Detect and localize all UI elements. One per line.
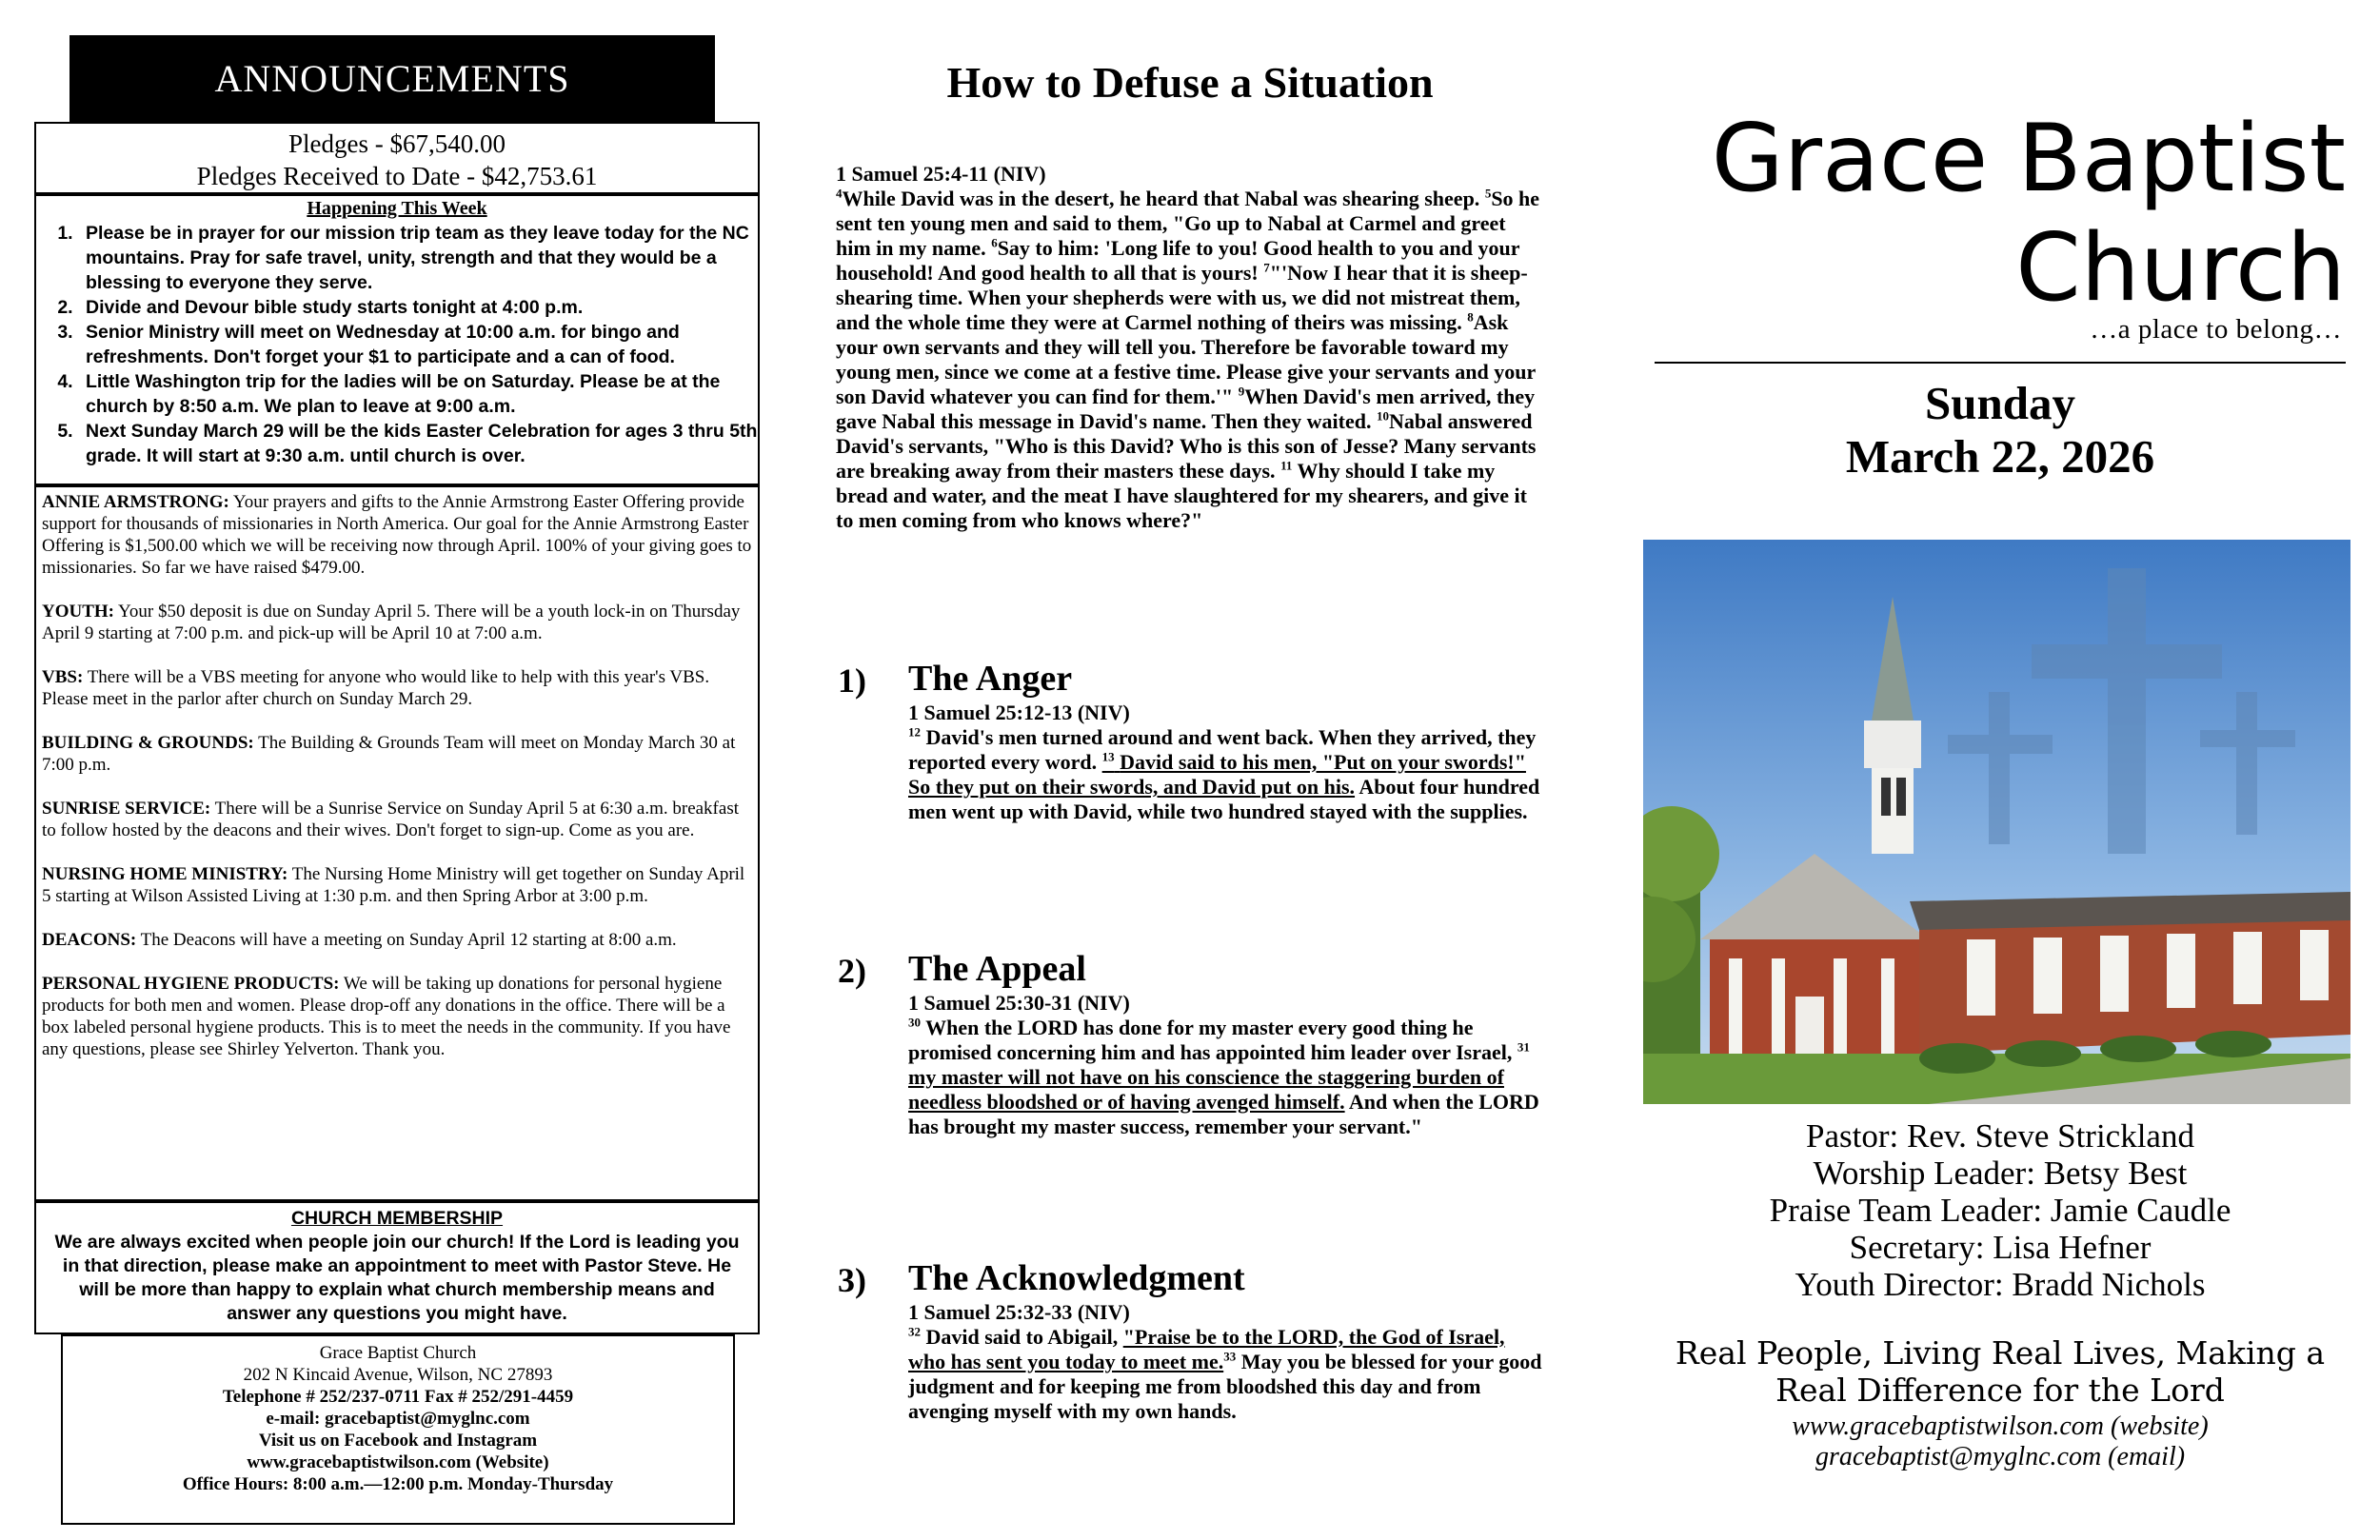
note-vbs: VBS: There will be a VBS meeting for anyone who would like to help with this year's VBS. Please meet in the parlor after church on Sunday March 29.: [42, 667, 710, 709]
note-deacons: DEACONS: The Deacons will have a meeting on Sunday April 12 starting at 8:00 a.m.: [42, 930, 677, 950]
note-annie-armstrong: ANNIE ARMSTRONG: Your prayers and gifts to the Annie Armstrong Easter Offering provide support for thousands of missionaries in North America. Our goal for the Annie Armstrong Easter Offering is $1,500.00 which we will be receiving now through April. 100% of your giving goes to missionaries. So far we have raised $479.00.: [42, 492, 752, 578]
happening-title: Happening This Week: [307, 198, 487, 219]
point-heading: The Acknowledgment: [908, 1258, 1245, 1298]
membership-title: CHURCH MEMBERSHIP: [290, 1208, 504, 1229]
contact-phone: Telephone # 252/237-0711 Fax # 252/291-4459: [222, 1387, 574, 1407]
sermon-point-2: [838, 947, 1547, 1139]
scripture-text: $^4$While David was in the desert, he heard that Nabal was shearing sheep. $^5$So he sent ten young men and said to them, "Go up to Nabal at Carmel and greet him in my name. $^6$Say to him: 'Long life to you! Good health to you and your household! And good health to all that is yours! $^7$"'Now I hear that it is sheep-shearing time. When your shepherds were with us, we did not mistreat them, and the whole time they were at Carmel nothing of theirs was missing. $^8$Ask your own servants and they will tell you. Therefore be favorable toward my young men, since we come at a festive time. Please give your servants and your son David whatever you can find for them.'" $^9$When David's men arrived, they gave Nabal this message in David's name. Then they waited. $^{10}$Nabal answered David's servants, "Who is this David? Who is this son of Jesse? Many servants are breaking away from their masters these days. $^{11}$ Why should I take my bread and water, and the meat I have slaughtered for my shearers, and give it to men coming from who knows where?": [836, 186, 1540, 532]
ministry-notes: [34, 485, 760, 1201]
list-item: 2. Divide and Devour bible study starts tonight at 4:00 p.m.: [78, 295, 758, 320]
note-nursing-home: NURSING HOME MINISTRY: The Nursing Home Ministry will get together on Sunday April 5 starting at Wilson Assisted Living at 1:30 p.m. and then Spring Arbor at 3:00 p.m.: [42, 864, 745, 906]
cover-website: www.gracebaptistwilson.com (website): [1792, 1412, 2209, 1441]
cover-links: [1655, 1412, 2346, 1472]
point-ref: 1 Samuel 25:30-31 (NIV): [908, 991, 1130, 1015]
pledges-box: [34, 122, 760, 194]
happening-this-week: [34, 194, 760, 485]
note-building-grounds: BUILDING & GROUNDS: The Building & Grounds Team will meet on Monday March 30 at 7:00 p.m.: [42, 733, 736, 775]
membership-text: We are always excited when people join our church! If the Lord is leading you in that direction, please make an appointment to meet with Pastor Steve. He will be more than happy to explain what church membership means and answer any questions you might have.: [54, 1232, 740, 1324]
cover-email: gracebaptist@myglnc.com (email): [1815, 1442, 2186, 1471]
contact-email: e-mail: gracebaptist@myglnc.com: [266, 1409, 530, 1429]
church-name: Grace Baptist Church: [1711, 105, 2346, 323]
list-item: 3. Senior Ministry will meet on Wednesday at 10:00 a.m. for bingo and refreshments. Don't forget your $1 to participate and a can of food.: [78, 320, 758, 369]
contact-website: www.gracebaptistwilson.com (Website): [247, 1452, 549, 1472]
point-number: 3): [838, 1261, 866, 1299]
note-youth: YOUTH: Your $50 deposit is due on Sunday April 5. There will be a youth lock-in on Thursday April 9 starting at 7:00 p.m. and pick-up will be April 10 at 7:00 a.m.: [42, 602, 741, 643]
divider: [1655, 362, 2346, 364]
scripture-ref: 1 Samuel 25:4-11 (NIV): [836, 162, 1046, 186]
list-item: 1. Please be in prayer for our mission trip team as they leave today for the NC mountains. Pray for safe travel, unity, strength and that they would be a blessing to everyone they serve.: [78, 221, 758, 295]
staff-praise-team-leader: Praise Team Leader: Jamie Caudle: [1769, 1192, 2231, 1229]
pledges-received: Pledges Received to Date - $42,753.61: [196, 162, 598, 190]
contact-name: Grace Baptist Church: [319, 1343, 477, 1363]
scripture-passage: [836, 162, 1545, 533]
staff-pastor: Pastor: Rev. Steve Strickland: [1806, 1117, 2194, 1155]
staff-worship-leader: Worship Leader: Betsy Best: [1813, 1155, 2188, 1192]
point-number: 2): [838, 952, 866, 990]
note-hygiene-products: PERSONAL HYGIENE PRODUCTS: We will be taking up donations for personal hygiene products for both men and women. Please drop-off any donations in the office. There will be a box labeled personal hygiene products. This is to meet the needs in the community. If you have any questions, please see Shirley Yelverton. Thank you.: [42, 974, 731, 1059]
list-item: 4. Little Washington trip for the ladies will be on Saturday. Please be at the church by 8:50 a.m. We plan to leave at 9:00 a.m.: [78, 369, 758, 419]
point-ref: 1 Samuel 25:32-33 (NIV): [908, 1300, 1130, 1324]
point-number: 1): [838, 661, 866, 700]
announcements-header: ANNOUNCEMENTS: [69, 35, 715, 123]
contact-hours: Office Hours: 8:00 a.m.—12:00 p.m. Monday-Thursday: [182, 1474, 614, 1494]
point-ref: 1 Samuel 25:12-13 (NIV): [908, 701, 1130, 724]
point-text: $^{32}$ David said to Abigail, "Praise be to the LORD, the God of Israel, who has sent you today to meet me.$^{33}$ May you be blessed for your good judgment and for keeping me from bloodshed this day and from avenging myself with my own hands.: [908, 1324, 1542, 1423]
point-heading: The Appeal: [908, 949, 1086, 989]
contact-social: Visit us on Facebook and Instagram: [258, 1431, 538, 1451]
church-membership: [34, 1201, 760, 1334]
point-text: $^{12}$ David's men turned around and went back. When they arrived, they reported every word. $^{13}$ David said to his men, "Put on your swords!" So they put on their swords, and David put on his. About four hundred men went up with David, while two hundred stayed with the supplies.: [908, 724, 1540, 823]
staff-secretary: Secretary: Lisa Hefner: [1849, 1229, 2152, 1266]
contact-address: 202 N Kincaid Avenue, Wilson, NC 27893: [243, 1365, 553, 1385]
point-text: $^{30}$ When the LORD has done for my master every good thing he promised concerning him and has appointed him leader over Israel, $^{31}$ my master will not have on his conscience the staggering burden of needless bloodshed or of having avenged himself. And when the LORD has brought my master success, remember your servant.": [908, 1015, 1539, 1138]
point-heading: The Anger: [908, 659, 1073, 699]
pledges-total: Pledges - $67,540.00: [288, 129, 506, 158]
church-motto: Real People, Living Real Lives, Making a Real Difference for the Lord: [1675, 1334, 2326, 1409]
sermon-title: How to Defuse a Situation: [946, 58, 1434, 107]
tagline: …a place to belong…: [2090, 314, 2342, 345]
church-photo: [1643, 540, 2350, 1104]
note-sunrise-service: SUNRISE SERVICE: There will be a Sunrise Service on Sunday April 5 at 6:30 a.m. breakfast to follow hosted by the deacons and their wives. Don't forget to sign-up. Come as you are.: [42, 799, 739, 840]
list-item: 5. Next Sunday March 29 will be the kids Easter Celebration for ages 3 thru 5th grade. It will start at 9:30 a.m. until church is over.: [78, 419, 758, 468]
staff-youth-director: Youth Director: Bradd Nichols: [1795, 1266, 2206, 1303]
staff-list: [1655, 1117, 2346, 1303]
sermon-point-3: [838, 1256, 1547, 1424]
contact-info: [61, 1334, 735, 1525]
sermon-point-1: [838, 657, 1547, 824]
service-date: Sunday March 22, 2026: [1845, 377, 2155, 483]
happening-list: [36, 221, 758, 468]
